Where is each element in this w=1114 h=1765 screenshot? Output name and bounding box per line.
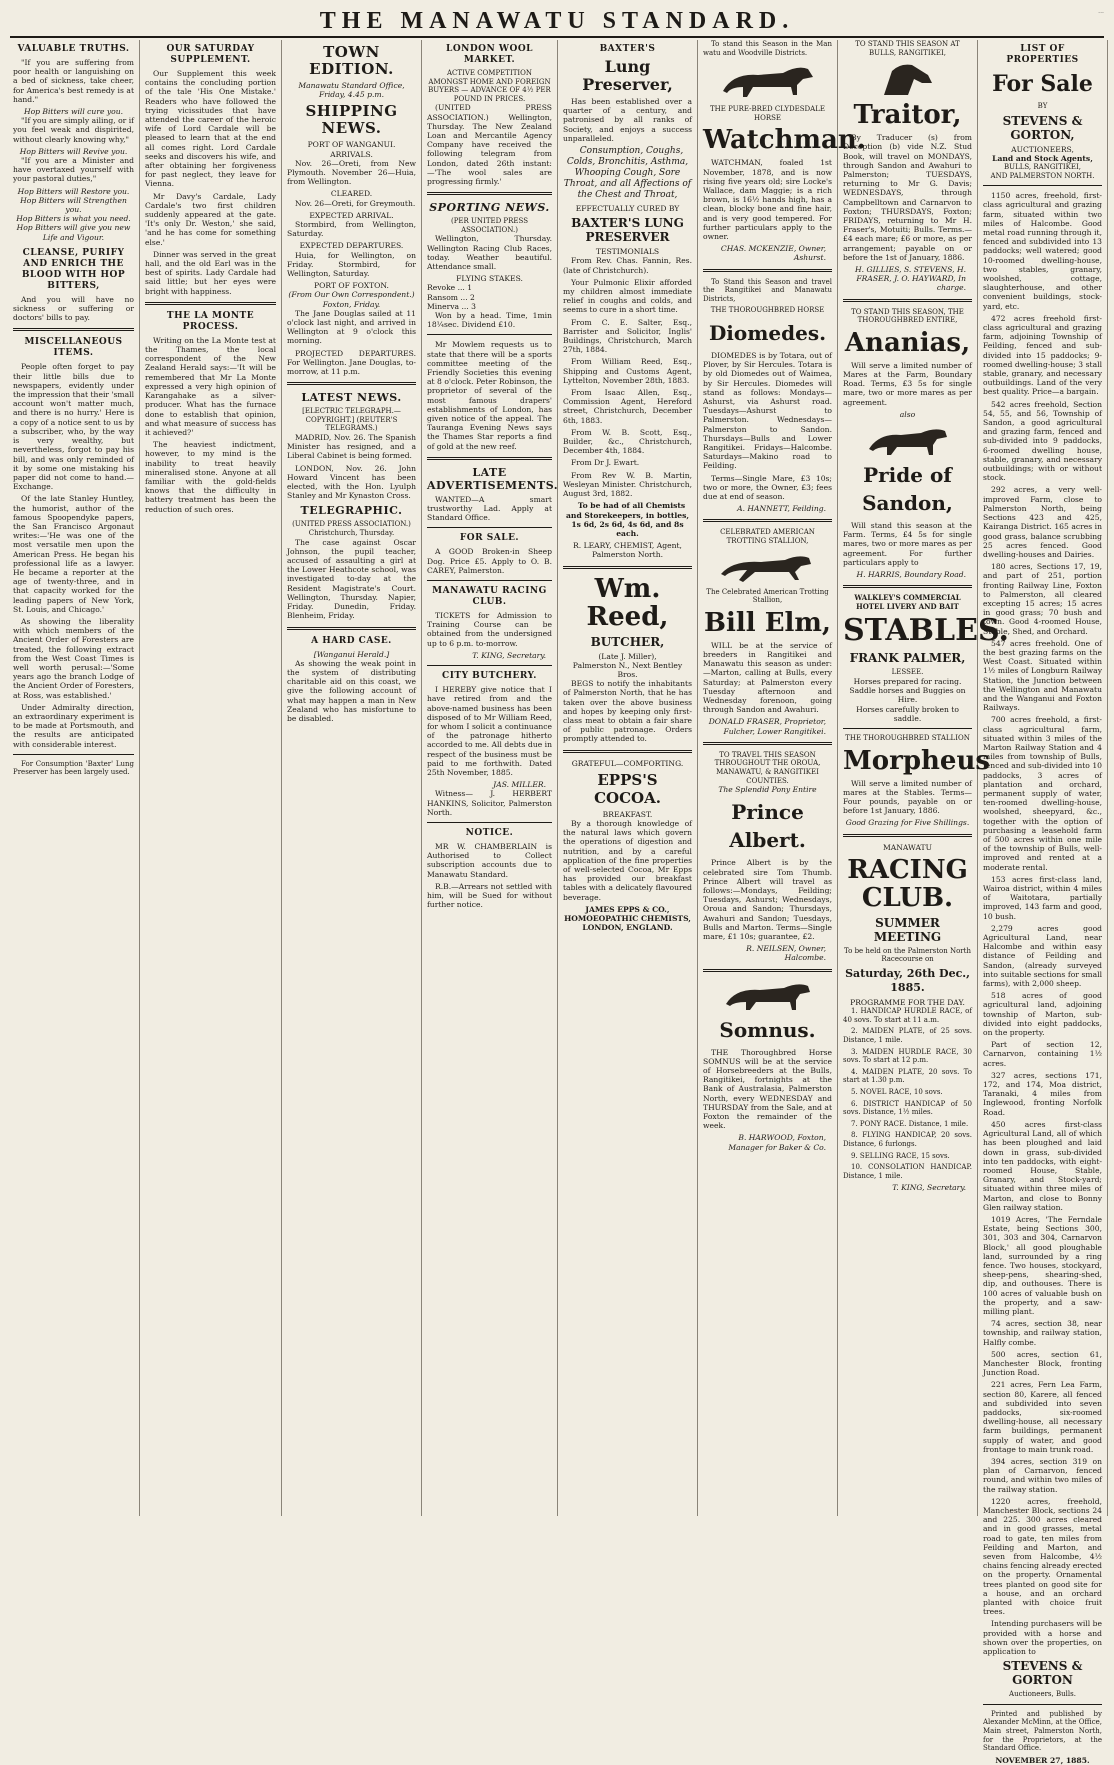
heading-latest-news: LATEST NEWS. (301, 391, 402, 405)
morpheus-heading: Morpheus (843, 745, 990, 776)
watchman-heading: Watchman. (703, 125, 866, 156)
foxton-sub: (From Our Own Correspondent.) Foxton, Friday. (288, 290, 415, 309)
masthead (10, 6, 1104, 38)
wool-text: (UNITED PRESS ASSOCIATION.) Wellington, Thursday. The New Zealand Loan and Mercantile Agency Company have received the following telegram from London, dated 26th instant:—'The wool sales are progressing firmly.' (427, 103, 552, 186)
result-row: Revoke ... 1 (427, 283, 473, 293)
somnus-text: THE Thoroughbred Horse SOMNUS will be at the service of Horsebreeders at the Bulls, Rangitikei, fortnights at the Bank of Australasia, Palmerston North, every WEDNESDAY and THURSDAY from the Sale, and at Foxton the remainder of the week. (703, 1047, 832, 1131)
lung-cures: Consumption, Coughs, Colds, Bronchitis, Asthma, Whooping Cough, Sore Throat, and all Affections of the Chest and Throat, (563, 146, 692, 201)
property-listing: 500 acres, section 61, Manchester Block, fronting Junction Road. (983, 1349, 1102, 1378)
heading-shipping: SHIPPING NEWS. (305, 102, 398, 138)
divider (843, 299, 972, 302)
for-sale-heading: For Sale (992, 71, 1093, 97)
property-listing: 153 acres first-class land, Wairoa district, within 4 miles of Waitotara, partially improved, 143 farm and good, 10 bush. (983, 874, 1102, 921)
divider (703, 519, 832, 522)
misc-paragraph: Under Admiralty direction, an extraordinary experiment is to be made at Portsmouth, and the results are anticipated with considerable interest. (13, 702, 134, 749)
prince-heading: Prince Albert. (729, 800, 806, 853)
watchman-intro: To stand this Season in the Man watu and Woodville Districts. (703, 40, 832, 57)
prince-sub: The Splendid Pony Entire (718, 785, 817, 795)
arrivals-text: Nov. 26—Oreti, from New Plymouth. November 26—Huia, from Wellington. (287, 158, 416, 187)
testimonial: From Rev. Chas. Fannin, Res. (late of Christchurch). (563, 256, 692, 275)
cleanse-subtext: And you will have no sickness or suffering or doctors' bills to pay. (13, 294, 134, 323)
property-listing: 327 acres, sections 171, 172, and 174, Moa district, Taranaki, 4 miles from Inglewood, fronting Norfolk Road. (983, 1070, 1102, 1117)
testimonial: From C. E. Salter, Esq., Barrister and Solicitor, Inglis' Buildings, Christchurch, March 27th, 1884. (563, 317, 692, 355)
divider (427, 665, 552, 666)
latest-sub: [ELECTRIC TELEGRAPH.—COPYRIGHT.] (REUTER'S TELEGRAMS.) (302, 407, 401, 433)
heading-la-monte: THE LA MONTE PROCESS. (166, 310, 255, 332)
corner-note: ... (1098, 8, 1104, 15)
heading-wool-market: LONDON WOOL MARKET. (445, 44, 533, 65)
list-heading: LIST OF PROPERTIES (1006, 44, 1079, 65)
divider (13, 328, 134, 331)
telegraphic-text: The case against Oscar Johnson, the pupil teacher, accused of assaulting a girl at the Lower Heathcote school, was investigated to-day at the Resident Magistrate's Court. Wellington, Thursday. Napier, Friday. Dunedin, Friday. Blenheim, Friday. (287, 537, 416, 621)
firm-bottom-sub: Auctioneers, Bulls. (1009, 1690, 1076, 1699)
agents-label: Land and Stock Agents, (992, 153, 1093, 163)
property-listing: 221 acres, Fern Lea Farm, section 80, Karere, all fenced and subdivided into seven paddocks, six-roomed dwelling-house, all necessary farm buildings, permanent supply of water, and good frontage to main trunk road. (983, 1380, 1102, 1454)
madrid-text: MADRID, Nov. 26. The Spanish Minister has resigned, and a Liberal Cabinet is being formed. (287, 433, 416, 461)
wanted-ad: WANTED—A smart trustworthy Lad. Apply at Standard Office. (427, 494, 552, 523)
effectually-cured: EFFECTUALLY CURED BY (575, 204, 680, 214)
testimonial: From W. B. Scott, Esq., Builder, &c., Christchurch, December 4th, 1884. (563, 427, 692, 456)
ananias-heading: Ananias, (844, 327, 971, 358)
prince-signature: R. NEILSEN, Owner, Halcombe. (746, 944, 826, 963)
heading-racing-club: MANAWATU RACING CLUB. (432, 586, 547, 608)
property-listing: 394 acres, section 319 on plan of Carnarvon, fenced round, and within two miles of the railway station. (983, 1457, 1102, 1494)
hop-line: Hop Bitters is what you need. (16, 214, 131, 224)
summer-date: Saturday, 26th Dec., 1885. (845, 967, 970, 995)
notice-signature: R.B.—Arrears not settled with him, will be Sued for without further notice. (427, 881, 552, 910)
butcher-label: BUTCHER, (590, 634, 665, 649)
programme-item: 8. FLYING HANDICAP, 20 sovs. Distance, 6 furlongs. (843, 1131, 972, 1148)
hard-case-text: As showing the weak point in the system of distributing charitable aid on this coast, we give the following account of what may happen a man in New Zealand who has misfortune to be disabled. (287, 658, 416, 723)
epps-text: By a thorough knowledge of the natural laws which govern the operations of digestion and nutrition, and by a careful application of the fine properties of well-selected Cocoa, Mr Epps has provided our breakfast tables with a delicately flavoured beverage. (563, 818, 692, 902)
pride-of-sandon-heading: Pride of Sandon, (862, 463, 953, 516)
racing-ad: TICKETS for Admission to Training Course can be obtained from the undersigned up to 6 p.m. to-morrow. (427, 611, 552, 648)
ananias-intro: TO STAND THIS SEASON, THE THOROUGHBRED ENTIRE, (851, 307, 964, 325)
hop-line: Hop Bitters will Revive you. (19, 146, 128, 156)
reed-address: Palmerston N., Next Bentley Bros. (572, 660, 683, 679)
sporting-text: Wellington, Thursday. Wellington Racing Club Races, today. Weather beautiful. Attendance small. (427, 234, 552, 271)
heading-miscellaneous: MISCELLANEOUS ITEMS. (24, 337, 123, 359)
somnus-heading: Somnus. (719, 1017, 816, 1042)
divider (427, 527, 552, 528)
reed-heading: Wm. Reed, (586, 573, 669, 632)
for-sale-ad: A GOOD Broken-in Sheep Dog. Price £5. Apply to O. B. CAREY, Palmerston. (427, 547, 552, 575)
programme-item: 7. PONY RACE. Distance, 1 mile. (851, 1119, 969, 1128)
property-listing: 1150 acres, freehold, first-class agricultural and grazing farm, situated within two miles of Halcombe. Good metal road running through it, fenced and subdivided into 13 paddocks; well watered; good 10-roomed dwelling-house, two stables, granary, woolshed, cottage, slaughterhouse, and other convenient buildings, stock-yard, etc. (983, 191, 1102, 311)
programme-heading: PROGRAMME FOR THE DAY. (850, 998, 965, 1008)
property-listing: 472 acres freehold first-class agricultural and grazing farm, adjoining Township of Feilding, fenced and sub-divided into 15 paddocks; 9-roomed dwelling-house; 3 stall stable, granary, and necessary outbuildings. Land of the very best quality. Price—a bargain. (983, 313, 1102, 397)
heading-late-ads: LATE ADVERTISEMENTS. (427, 465, 559, 492)
property-listing: 700 acres freehold, a first-class agricultural farm, situated within 3 miles of the Marton Railway Station and 4 miles from township of Bulls, fenced and sub-divided into 10 paddocks, 3 acres of plantation and orchard, permanent supply of water, ten-roomed dwelling-house, woolshed, sheepyard, &c., together with the option of purchasing a leasehold farm of 500 acres within one mile of the township of Bulls, well-improved and rented at a moderate rental. (983, 715, 1102, 872)
sandon-signature: H. HARRIS, Boundary Road. (856, 570, 966, 580)
column-stallions (698, 40, 866, 1516)
result-note: Won by a head. Time, 1min 18¼sec. Dividend £10. (427, 311, 552, 330)
programme-item: 2. MAIDEN PLATE, of 25 sovs. Distance, 1 mile. (843, 1027, 972, 1045)
summer-sub: To be held on the Palmerston North Racecourse on (844, 946, 971, 964)
epps-top: GRATEFUL—COMFORTING. (571, 758, 684, 768)
stables-line: Saddle horses and Buggies on Hire. (849, 686, 966, 705)
horse-head-icon (878, 61, 938, 97)
diomedes-intro: To Stand this Season and travel the Rangitikei and Manawatu Districts, (703, 277, 832, 303)
testimonials-heading: TESTIMONIALS (595, 247, 660, 257)
property-listing: 292 acres, a very well-improved Farm, close to Palmerston North, being Sections 423 and 425, Kairanga District. 165 acres in good grass, balance scrubbing 25 acres fenced. Good dwelling-houses and Dairies. (983, 485, 1102, 559)
firm-heading: STEVENS & GORTON, (1002, 113, 1083, 142)
grazing-line: Good Grazing for Five Shillings. (845, 818, 970, 828)
divider (427, 822, 552, 823)
programme-item: 4. MAIDEN PLATE, 20 sovs. To start at 1.30 p.m. (843, 1067, 972, 1085)
ananias-text: Will serve a limited number of Mares at the Farm, Boundary Road. Terms, £3 5s for single mare, two or more mares as per agreement. (843, 360, 972, 407)
heading-for-sale: FOR SALE. (459, 533, 520, 544)
property-listing: 2,279 acres good Agricultural Land, near Halcombe and within easy distance of Feilding and Sandon, (already surveyed into suitable sections for small farms), with 2,000 sheep. (983, 923, 1102, 989)
traitor-text: By Traducer (s) from Deception (b) vide N.Z. Stud Book, will travel on MONDAYS, through Sandon and Awahuri to Palmerston; TUESDAYS, returning to Mr G. Davis; WEDNESDAYS, through Campbelltown and Carnarvon to Foxton; THURSDAYS, Foxton; FRIDAYS, returning to Mr H. Fraser's, Motuiti; Bulls. Terms.—£4 each mare; £6 or more, as per arrangement; payable on or before the 1st of January, 1886. (843, 133, 972, 262)
misc-paragraph: Of the late Stanley Huntley, the humorist, author of the famous Spoopendyke papers, the San Francisco Argonaut writes:—'He was one of the most versatile men upon the American Press. He began his professional life as a lawyer. He became a reporter at the age of twenty-three, and in that capacity worked for the leading papers of New York, St. Louis, and Chicago.' (13, 494, 134, 614)
la-monte-paragraph: Writing on the La Monte test at the Thames, the local correspondent of the New Zealand Herald says:—'It will be remembered that Mr La Monte expressed a very high opinion of Karangahake as a silver-producer. What has the furnace done to establish that opinion, and what measure of success has it achieved?' (145, 335, 276, 437)
property-listing: 547 acres freehold. One of the best grazing farms on the West Coast. Situated within 1½ miles of Longburn Railway Station, the Junction between the Wellington and Manawatu and the Wanganui and Foxton Railways. (983, 638, 1102, 713)
heading-valuable-truths: VALUABLE TRUTHS. (17, 44, 130, 54)
witness-text: Witness— J. HERBERT HANKINS, Solicitor, Palmerston North. (427, 789, 552, 817)
property-listing: 1019 Acres, 'The Ferndale Estate, being Sections 300, 301, 303 and 304, Carnarvon Block,' all good ploughable land, surrounded by a ring fence. Two houses, stockyard, sheep-pens, shearing-shed, dip, and outhouses. There is 100 acres of valuable bush on the property, and a saw-milling plant. (983, 1214, 1102, 1316)
testimonial: From Rev W. B. Martin, Wesleyan Minister. Christchurch, August 3rd, 1882. (563, 470, 692, 499)
divider (145, 302, 276, 305)
billelm-intro: CELEBRATED AMERICAN TROTTING STALLION, (720, 528, 815, 546)
divider (843, 585, 972, 588)
divider (427, 580, 552, 581)
somnus-signature: B. HARWOOD, Foxton, Manager for Baker & Co. (728, 1133, 826, 1152)
sandon-text: Will stand this season at the Farm. Terms, £4 5s for single mares, two or more mares as per agreement. For further particulars apply to (843, 521, 972, 567)
notice-text: MR W. CHAMBERLAIN is Authorised to Collect subscription accounts due to Manawatu Standard. (427, 841, 552, 879)
stables-heading: STABLES. (843, 613, 1009, 649)
la-monte-paragraph: The heaviest indictment, however, to my mind is the inability to treat heavily mineralised stone. Anyone at all familiar with the gold-fields knows that the difficulty in battery treatment has been the reduction of such ores. (145, 440, 276, 514)
heading-telegraphic: TELEGRAPHIC. (300, 504, 403, 518)
imprint-date: NOVEMBER 27, 1885. (995, 1755, 1090, 1765)
bulls-label: BULLS, RANGITIKEI, (1004, 163, 1081, 171)
butchery-text: I HEREBY give notice that I have retired from and the above-named business has been disposed of to Mr William Reed, for whom I solicit a continuance of the patronage hitherto accorded to me. All debts due in respect of the business must be paid to me forthwith. Dated 25th November, 1885. (427, 685, 552, 777)
property-listing: 180 acres, Sections 17, 19, and part of 251, portion fronting Railway Line, Foxton to Palmerston, all cleared excepting 15 acres; 15 acres in good grass; 70 bush and town. Good 4-roomed House, Stable, Shed, and Orchard. (983, 562, 1102, 636)
result-row: Ransom ... 2 (427, 292, 475, 302)
hop-line: Hop Bitters will Strengthen you. (20, 195, 127, 215)
trotter-illustration-icon (713, 550, 823, 584)
hard-case-sub: [Wanganui Herald.] (313, 649, 390, 659)
divider (983, 185, 1102, 186)
racing-signature: T. KING, Secretary. (472, 650, 546, 660)
column-traitor-racing (838, 40, 1009, 1516)
diomedes-heading: Diomedes. (708, 320, 827, 345)
firm-bottom: STEVENS & GORTON (1002, 1659, 1083, 1688)
mrc-top: MANAWATU (882, 842, 933, 852)
divider (703, 742, 832, 745)
flying-heading: FLYING STAKES. (456, 274, 523, 284)
stables-line: Horses carefully broken to saddle. (856, 704, 959, 723)
departures-text: Huia, for Wellington, on Friday. Stormbird, for Wellington, Saturday. (287, 250, 416, 279)
traitor-signature: H. GILLIES, S. STEVENS, H. FRASER, J. O. HAYWARD, In charge. (855, 265, 966, 293)
billelm-text: WILL be at the service of breeders in Rangitikei and Manawatu this season as under:—Marton, calling at Bulls, every Saturday; at Palmerston every Tuesday afternoon and Wednesday forenoon, going through Sandon and Awahuri. (703, 640, 832, 715)
result-row: Minerva ... 3 (427, 301, 476, 311)
foxton-text: The Jane Douglas sailed at 11 o'clock last night, and arrived in Wellington at 9 o'clock this morning. (287, 308, 416, 346)
palmerston-label: AND PALMERSTON NORTH. (990, 171, 1095, 180)
watchman-signature: CHAS. MCKENZIE, Owner, Ashurst. (720, 244, 826, 263)
expected-text: Stormbird, from Wellington, Saturday. (287, 220, 416, 239)
billelm-signature: DONALD FRASER, Proprietor, Fulcher, Lower Rangitikei. (708, 717, 826, 736)
diomedes-text: DIOMEDES is by Totara, out of Plover, by Sir Hercules. Totara is by old Diomedes out of Waimea, by Sir Hercules. Diomedes will stand as follows: Mondays—Ashurst, via Ashurst road. Tuesdays—Ashurst to Palmerston. Wednesdays—Palmerston to Sandon. Thursdays—Bulls and Lower Rangitikei. Fridays—Halcombe. Saturdays—Makino road to Feilding. (703, 350, 832, 471)
reed-text: BEGS to notify the inhabitants of Palmerston North, that he has taken over the above business and hopes by keeping only first-class meat to obtain a fair share of public patronage. Orders promptly attended to. (563, 679, 692, 744)
horse-illustration-icon (713, 61, 823, 101)
divider (843, 834, 972, 837)
stables-line: Horses prepared for racing. (853, 677, 962, 687)
programme-list (843, 1007, 972, 1180)
also-label: also (899, 409, 916, 419)
divider (287, 382, 416, 385)
divider (427, 457, 552, 460)
property-listing: 518 acres of good agricultural land, adjoining township of Marton, sub-divided into eight paddocks, on the property. (983, 991, 1102, 1038)
port-foxton: PORT OF FOXTON. (314, 281, 389, 291)
heading-sporting: SPORTING NEWS. (429, 201, 550, 215)
baxter-heading: BAXTER'S (599, 44, 656, 54)
divider (287, 627, 416, 630)
prince-text: Prince Albert is by the celebrated sire Tom Thumb. Prince Albert will travel as follows:—Mondays, Feilding; Tuesdays, Ashurst; Wednesdays, Oroua and Sandon; Thursdays, Awahuri and Sandon; Tuesdays, Bulls and Marton. Terms—Single mare, £1 10s; guarantee, £2. (703, 858, 832, 942)
testimonial: From Isaac Allen, Esq., Commission Agent, Hereford street, Christchurch, December 6th, 1883. (563, 388, 692, 425)
divider (427, 192, 552, 195)
butchery-signature: JAS. MILLER. (493, 780, 546, 790)
sporting-sub: (PER UNITED PRESS ASSOCIATION.) (450, 217, 528, 234)
divider (983, 1704, 1102, 1705)
late-miller: (Late J. Miller), (598, 651, 657, 661)
bottom-note: For Consumption 'Baxter' Lung Preserver has been largely used. (13, 759, 134, 777)
summer-meeting-heading: SUMMER MEETING (873, 915, 942, 944)
projected-departures: PROJECTED DEPARTURES. For Wellington. Jane Douglas, to-morrow, at 11 p.m. (287, 348, 416, 377)
supplement-paragraph: Mr Davy's Cardale, Lady Cardale's two first children suddenly appeared at the gate. 'It's only Dr. Weston,' she said, 'and he has come for something else.' (145, 191, 276, 247)
prince-intro: TO TRAVEL THIS SEASON THROUGHOUT THE OROUA, MANAWATU, & RANGITIKEI COUNTIES. (714, 750, 821, 785)
diomedes-sub: THE THOROUGHBRED HORSE (710, 306, 825, 315)
traitor-heading: Traitor, (853, 100, 962, 131)
heading-city-butchery: CITY BUTCHERY. (442, 671, 537, 682)
london-text: LONDON, Nov. 26. John Howard Vincent has been elected, with the Hon. Lyulph Stanley and Mr Kynaston Cross. (287, 463, 416, 501)
port-wanganui: PORT OF WANGANUI. (307, 140, 396, 150)
intending-purchasers: Intending purchasers will be provided with a horse and shown over the properties, on application to (983, 1619, 1102, 1657)
hop-line: "If you are a Minister and have overtaxed yourself with your pastoral duties," (13, 156, 134, 184)
dateline: Manawatu Standard Office, Friday, 4.45 p.m. (298, 81, 405, 100)
column-baxter (558, 40, 698, 1516)
horse-illustration-icon (718, 978, 818, 1012)
hop-line: Hop Bitters will Restore you. (17, 186, 130, 196)
racing-club-heading: RACING CLUB. (847, 854, 968, 913)
programme-item: 6. DISTRICT HANDICAP of 50 sovs. Distance, 1½ miles. (843, 1099, 972, 1117)
traitor-intro: TO STAND THIS SEASON AT BULLS, RANGITIKEI, (855, 40, 960, 57)
morpheus-intro: THE THOROUGHBRED STALLION (845, 734, 970, 743)
divider (563, 566, 692, 569)
hop-line: Hop Bitters will cure you. (23, 107, 124, 117)
narrative-text: Mr Mowlem requests us to state that there will be a sports committee meeting of the Friendly Societies this evening at 8 o'clock. Peter Robinson, the proprietor of several of the most famous drapers' establishments of London, has given notice of the appeal. The Tauranga Evening News says the Thames Star reports a find of gold at the new reef. (427, 340, 552, 451)
property-listing: Part of section 12, Carnarvon, containing 1½ acres. (983, 1040, 1102, 1068)
leary-agent: R. LEARY, CHEMIST, Agent, Palmerston North. (573, 541, 682, 560)
departures-heading: EXPECTED DEPARTURES. (299, 241, 404, 251)
programme-item: 10. CONSOLATION HANDICAP. Distance, 1 mile. (843, 1163, 972, 1180)
divider (703, 269, 832, 272)
heading-hard-case: A HARD CASE. (311, 635, 392, 646)
cleared-text: Nov. 26—Oreti, for Greymouth. (295, 198, 416, 208)
watchman-sub: THE PURE-BRED CLYDESDALE HORSE (710, 105, 825, 122)
arrivals-heading: ARRIVALS. (330, 149, 373, 159)
property-listing: 542 acres freehold, Section 54, 55, and 56, Township of Sandon, a good agricultural and grazing farm, fenced and sub-divided into 9 paddocks, 6-roomed dwelling house, stable, granary, and necessary outbuildings; with or without stock. (983, 399, 1102, 483)
hop-line: "If you are simply ailing, or if you feel weak and dispirited, without clearly knowing why," (13, 116, 134, 144)
property-listing: 450 acres first-class Agricultural Land, all of which has been ploughed and laid down in grass, sub-divided into ten paddocks, with eight-roomed House, Stable, Granary, and Stock-yard; situated within three miles of Marton, and close to Bonny Glen railway station. (983, 1119, 1102, 1212)
palmer-heading: FRANK PALMER, (849, 651, 966, 666)
misc-paragraph: As showing the liberality with which members of the Ancient Order of Foresters are treated, the following extract from the West Coast Times is well worth perusal:—'Some years ago the branch Lodge of the Ancient Order of Foresters, at Ross, was established.' (13, 616, 134, 700)
supplement-paragraph: Our Supplement this week contains the concluding portion of the tale 'His One Mistake.' Readers who have followed the trying vicissitudes that have attended the career of the heroic wife of Lord Cardale will be pleased to learn that at the end all comes right. Lord Cardale seeks and discovers his wife, and after obtaining her forgiveness for past neglect, they leave for Vienna. (145, 69, 276, 189)
column-wool-sporting (422, 40, 558, 1516)
divider (13, 754, 134, 755)
wool-sub: ACTIVE COMPETITION AMONGST HOME AND FOREIGN BUYERS — ADVANCE OF 4½ PER POUND IN PRICES. (428, 69, 551, 103)
divider (703, 969, 832, 972)
programme-item: 9. SELLING RACE, 15 sovs. (851, 1151, 950, 1160)
by-label: BY (1037, 102, 1048, 110)
diomedes-terms: Terms—Single Mare, £3 10s; two or more, the Owner, £3; fees due at end of season. (703, 473, 832, 502)
epps-signature: JAMES EPPS & CO., HOMOEOPATHIC CHEMISTS, LONDON, ENGLAND. (564, 904, 691, 933)
programme-item: 5. NOVEL RACE, 10 sovs. (851, 1088, 943, 1097)
testimonial: From Dr J. Ewart. (571, 458, 640, 468)
imprint: Printed and published by Alexander McMinn, at the Office, Main street, Palmerston North, for the Proprietors, at the Standard Office. (983, 1709, 1102, 1753)
watchman-text: WATCHMAN, foaled 1st November, 1878, and is now rising five years old; sire Locke's Wallace, dam Maggie; is a rich brown, is 16½ hands high, has a clean, blocky bone and fine hair, and is very good tempered. For further particulars apply to the owner. (703, 158, 832, 241)
supplement-paragraph: Dinner was served in the great hall, and the old Earl was in the best of spirits. Lady Cardale had said little; but her eyes were bright with happiness. (145, 249, 276, 296)
programme-item: 1. HANDICAP HURDLE RACE, of 40 sovs. To start at 11 a.m. (843, 1007, 972, 1024)
divider (427, 334, 552, 335)
testimonial: From William Reed, Esq., Shipping and Customs Agent, Lyttelton, November 28th, 1883. (563, 357, 692, 385)
lung-preserver-heading: Lung Preserver, (582, 57, 673, 94)
divider (843, 728, 972, 729)
divider (563, 750, 692, 753)
billelm-heading: Bill Elm, (704, 607, 831, 638)
hop-line: "If you are suffering from poor health or languishing on a bed of sickness, take cheer, for America's best remedy is at hand." (13, 58, 134, 104)
column-properties (978, 40, 1108, 1765)
baxters-lung-preserver: BAXTER'S LUNG PRESERVER (571, 216, 684, 245)
walkley-intro: WALKLEY'S COMMERCIAL HOTEL LIVERY AND BAIT (854, 593, 961, 611)
cleanse-heading: CLEANSE, PURIFY AND ENRICH THE BLOOD WITH HOP BITTERS, (21, 247, 126, 291)
column-supplement (140, 40, 282, 1516)
heading-notice: NOTICE. (465, 827, 514, 838)
programme-item: 3. MAIDEN HURDLE RACE, 30 sovs. To start at 12 p.m. (843, 1047, 972, 1065)
auctioneers-label: AUCTIONEERS, (1011, 144, 1074, 154)
heading-town-edition: TOWN EDITION. (309, 43, 394, 78)
property-listing: 1220 acres, freehold, Manchester Block, sections 24 and 225. 300 acres cleared and in good grasses, metal road to gate, ten miles from Feilding and Marton, and seven from Halcombe, 4½ chains fencing already erected on the property. Ornamental trees planted on good site for a house, and an orchard planted with choice fruit trees. (983, 1496, 1102, 1617)
epps-heading: EPPS'S COCOA. (594, 770, 661, 807)
sold-by: To be had of all Chemists and Storekeepers, in bottles, 1s 6d, 2s 6d, 4s 6d, and 8s each. (566, 501, 689, 538)
misc-paragraph: People often forget to pay their little bills due to newspapers, evidently under the impression that their 'small account won't matter much, and there is no hurry.' Here is a copy of a notice sent to us by a subscriber, who, by the way is very wealthy, but nevertheless, forgot to pay his bill, and was only reminded of it by some one mistaking his paper did not come to hand.—Exchange. (13, 362, 134, 492)
column-valuable-truths (8, 40, 140, 1516)
expected-heading: EXPECTED ARRIVAL. (309, 210, 394, 220)
horse-illustration-icon (863, 423, 953, 457)
hop-line: Hop Bitters will give you new Life and Vigour. (16, 223, 131, 242)
newspaper-title: THE MANAWATU STANDARD. (319, 8, 795, 34)
diomedes-signature: A. HANNETT, Feilding. (737, 504, 826, 514)
lung-text: Has been established over a quarter of a century, and patronised by all ranks of Society, and enjoys a success unparalleled. (563, 97, 692, 143)
testimonial: Your Pulmonic Elixir afforded my children almost immediate relief in coughs and colds, and seems to cure in a short time. (563, 277, 692, 315)
heading-saturday-supplement: OUR SATURDAY SUPPLEMENT. (166, 44, 255, 65)
lessee-label: LESSEE. (891, 668, 924, 677)
racing-club-signature: T. KING, Secretary. (892, 1183, 966, 1193)
cleared-heading: CLEARED. (330, 189, 373, 199)
telegraphic-sub: (UNITED PRESS ASSOCIATION.) Christchurch, Thursday. (292, 520, 411, 538)
billelm-sub: The Celebrated American Trotting Stallion, (706, 587, 829, 605)
breakfast-label: BREAKFAST. (602, 809, 653, 819)
column-town-edition (282, 40, 422, 1516)
property-listing: 74 acres, section 38, near township, and railway station, Halfly combe. (983, 1319, 1102, 1347)
morpheus-text: Will serve a limited number of mares at the Stables. Terms—Four pounds, payable on or before 1st January, 1886. (843, 778, 972, 816)
